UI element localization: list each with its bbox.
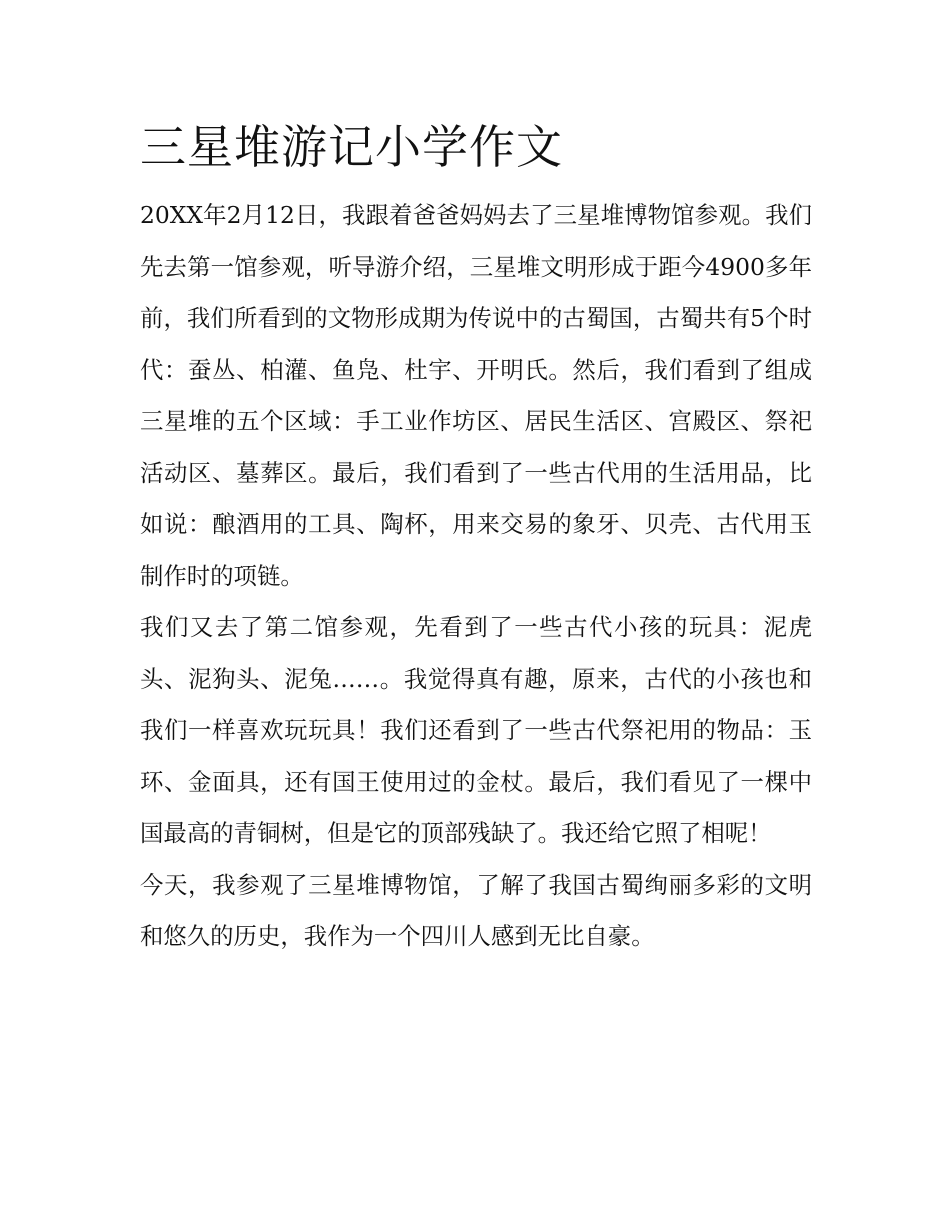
paragraph-3: 今天，我参观了三星堆博物馆，了解了我国古蜀绚丽多彩的文明和悠久的历史，我作为一个四川人感到无比自豪。 (140, 870, 812, 950)
document-title: 三星堆游记小学作文 (140, 120, 563, 174)
paragraph-1: 20XX年2月12日，我跟着爸爸妈妈去了三星堆博物馆参观。我们先去第一馆参观，听导游介绍，三星堆文明形成于距今4900多年前，我们所看到的文物形成期为传说中的古蜀国，古蜀共有5个时代：蚕丛、柏灌、鱼凫、杜宇、开明氏。然后，我们看到了组成三星堆的五个区域：手工业作坊区、居民生活区、宫殿区、祭祀活动区、墓葬区。最后，我们看到了一些古代用的生活用品，比如说：酿酒用的工具、陶杯，用来交易的象牙、贝壳、古代用玉制作时的项链。 (140, 201, 812, 590)
paragraph-2: 我们又去了第二馆参观，先看到了一些古代小孩的玩具：泥虎头、泥狗头、泥兔……。我觉得真有趣，原来，古代的小孩也和我们一样喜欢玩玩具！我们还看到了一些古代祭祀用的物品：玉环、金面具，还有国王使用过的金杖。最后，我们看见了一棵中国最高的青铜树，但是它的顶部残缺了。我还给它照了相呢！ (140, 613, 812, 847)
document-page (140, 112, 812, 963)
